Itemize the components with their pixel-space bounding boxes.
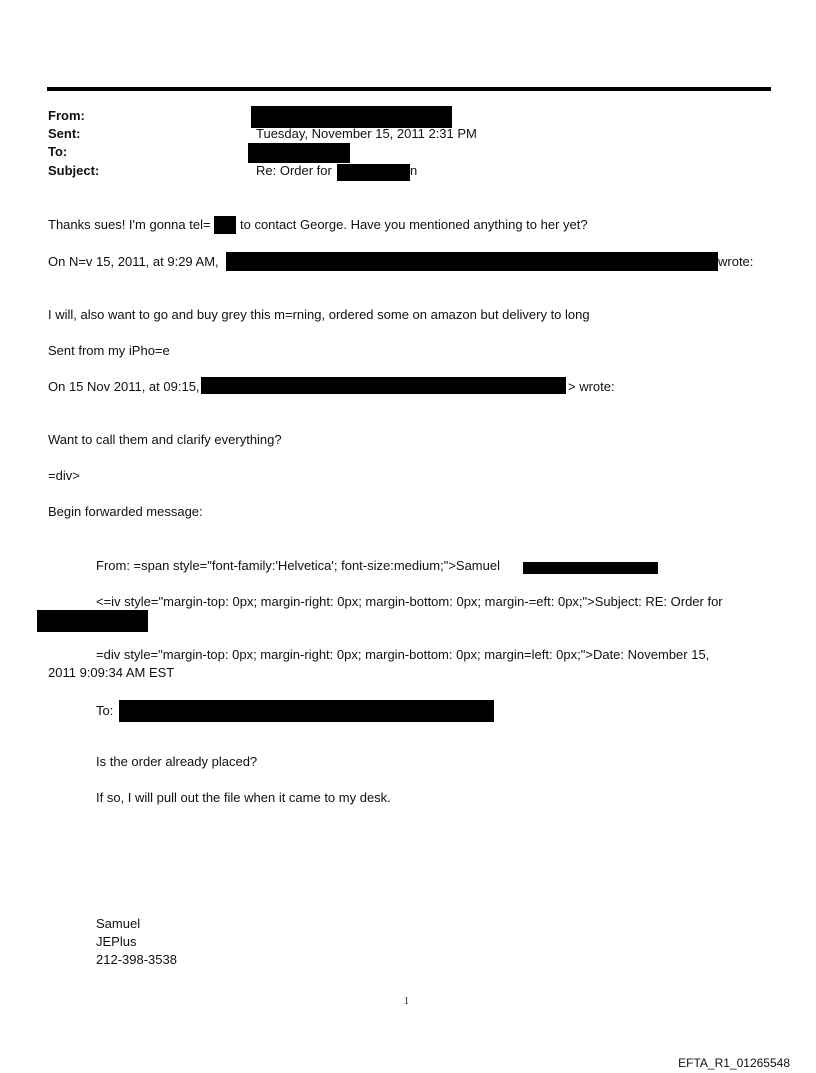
to-label: To: [48,144,68,159]
redaction-body-2 [226,252,718,271]
redaction-to [248,143,350,163]
sent-value: Tuesday, November 15, 2011 2:31 PM [256,126,477,141]
subject-prefix: Re: Order for [256,163,332,178]
body-line-3: I will, also want to go and buy grey this m=rning, ordered some on amazon but delivery to long [48,307,590,322]
fwd-answer: If so, I will pull out the file when it came to my desk. [96,790,391,805]
body-line-5b: > wrote: [568,379,615,394]
body-line-4: Sent from my iPho=e [48,343,170,358]
header-rule [47,87,771,91]
body-line-8: Begin forwarded message: [48,504,203,519]
fwd-subject-line: <=iv style="margin-top: 0px; margin-right: 0px; margin-bottom: 0px; margin-=eft: 0px;">Subject: RE: Order for [96,594,723,609]
body-line-7: =div> [48,468,80,483]
redaction-fwd-from [523,562,658,574]
redaction-fwd-to [119,700,494,722]
signature-name: Samuel [96,916,141,931]
page-number: 1 [404,996,409,1007]
fwd-to-label: To: [96,703,114,718]
fwd-question: Is the order already placed? [96,754,258,769]
subject-suffix: n [410,163,418,178]
redaction-body-5 [201,377,566,394]
body-line-5a: On 15 Nov 2011, at 09:15, [48,379,200,394]
fwd-date-line-b: 2011 9:09:34 AM EST [48,665,175,680]
redaction-from [251,106,452,128]
body-line-1a: Thanks sues! I'm gonna tel= [48,217,211,232]
body-line-1b: to contact George. Have you mentioned anything to her yet? [240,217,588,232]
redaction-subject [337,164,410,181]
redaction-body-1 [214,216,236,234]
subject-label: Subject: [48,163,100,178]
body-line-2b: wrote: [718,254,754,269]
body-line-6: Want to call them and clarify everything? [48,432,282,447]
bates-number: EFTA_R1_01265548 [678,1056,790,1070]
redaction-fwd-subject [37,610,148,632]
from-label: From: [48,108,85,123]
body-line-2a: On N=v 15, 2011, at 9:29 AM, [48,254,219,269]
sent-label: Sent: [48,126,81,141]
signature-company: JEPlus [96,934,137,949]
fwd-date-line-a: =div style="margin-top: 0px; margin-right: 0px; margin-bottom: 0px; margin=left: 0px;">Date: November 15, [96,647,710,662]
signature-phone: 212-398-3538 [96,952,177,967]
fwd-from-line: From: =span style="font-family:'Helvetica'; font-size:medium;">Samuel [96,558,500,573]
